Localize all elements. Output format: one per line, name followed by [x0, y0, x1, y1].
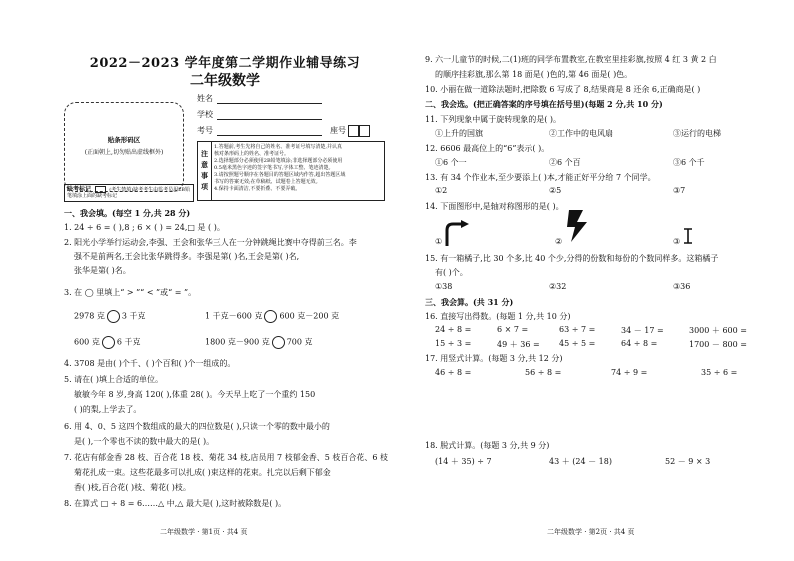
q16-item: 63 ÷ 7 =: [559, 325, 596, 334]
section-2-heading: 二、我会选。(把正确答案的序号填在括号里)(每题 2 分,共 10 分): [425, 99, 663, 109]
question-5-line3: ( )的梨,上学去了。: [74, 405, 142, 414]
q11-option-2[interactable]: ②工作中的电风扇: [549, 129, 613, 138]
page-subtitle: 二年级数学: [190, 73, 260, 89]
q12-option-2[interactable]: ②6 个百: [549, 158, 581, 167]
q17-item: 74 ÷ 9 =: [611, 368, 648, 377]
lightning-bolt-icon: [565, 208, 591, 244]
question-1: 1. 24 ÷ 6 = ( ),8 ; 6 × ( ) = 24,□ 是 ( )。: [64, 223, 225, 232]
q16-item: 64 ÷ 8 =: [621, 339, 658, 348]
name-field[interactable]: 姓名: [197, 93, 322, 104]
question-11: 11. 下列现象中属于旋转现象的是( )。: [425, 115, 562, 124]
question-2-line3: 张华是第( )名。: [74, 266, 131, 275]
q13-option-1[interactable]: ①2: [435, 186, 448, 195]
question-14: 14. 下面图形中,是轴对称图形的是( )。: [425, 202, 564, 211]
compare-circle[interactable]: [264, 310, 277, 323]
q13-option-2[interactable]: ②5: [549, 186, 562, 195]
question-2-line1: 2. 阳光小学举行运动会,李强、王会和张华三人在一分钟跳绳比赛中夺得前三名。李: [64, 238, 357, 247]
bent-arrow-icon: [444, 220, 470, 248]
question-15-line1: 15. 有一箱橘子,比 30 个多,比 40 个少,分得的份数和每份的个数同样多。这箱橘子: [425, 254, 719, 263]
q17-item: 56 ÷ 8 =: [525, 368, 562, 377]
q16-item: 1700 － 800 =: [689, 340, 747, 349]
question-12: 12. 6606 最高位上的“6”表示( )。: [425, 144, 550, 153]
sticker-note: (正面朝上,切勿贴出虚线框外): [84, 149, 164, 156]
question-5-line2: 敏敏今年 8 岁,身高 120( ),体重 28( )。今天早上吃了一个重约 150: [74, 390, 316, 399]
exam-number-field[interactable]: 考号: [197, 125, 322, 136]
seat-number-field[interactable]: 座号: [330, 125, 370, 137]
q17-item: 46 ÷ 8 =: [435, 368, 472, 377]
q14-option-1[interactable]: ①: [435, 237, 443, 246]
q18-item: 52 － 9 × 3: [665, 457, 711, 466]
notice-heading: 注意事项: [198, 142, 212, 200]
question-7-line1: 7. 花店有郁金香 28 枝、百合花 18 枝、菊花 34 枝,店员用 7 枝郁金香、5 枝百合花、6 枝: [64, 453, 388, 462]
q14-option-2[interactable]: ②: [555, 237, 563, 246]
question-4: 4. 3708 是由( )个千、( )个百和( )个一组成的。: [64, 359, 236, 368]
page-footer-right: 二年级数学 · 第2页 · 共4 页: [547, 528, 635, 536]
question-8: 8. 在算式 □ ÷ 8 = 6……△ 中,△ 最大是( ),这时被除数是( )。: [64, 499, 287, 508]
q3-item-4: 1800 克－900 克 700 克: [205, 336, 313, 349]
section-3-heading: 三、我会算。(共 31 分): [425, 297, 514, 307]
q18-item: (14 ＋ 35) ÷ 7: [435, 457, 492, 466]
question-17: 17. 用竖式计算。(每题 3 分,共 12 分): [425, 354, 563, 363]
notice-box: [197, 141, 385, 201]
notice-body: 1.答题前,考生先将自己的姓名、准考证号填写清楚,并认真 核对条形码上的姓名、准考证号。 2.选择题部分必须使用2B铅笔填涂;非选择题部分必须使用 0.5毫米黑色字迹的签字笔书写,字体工整、笔迹清楚。 3.请按照题号顺序在各题目的答题区域内作答,超出答题区域 书写的答案无效;在草稿纸、试题卷上答题无效。 4.保持卡面清洁,不要折叠、不要弄破。: [214, 144, 346, 192]
q3-item-1: 2978 克 3 千克: [74, 310, 146, 323]
q16-item: 15 ÷ 3 =: [435, 339, 472, 348]
q12-option-1[interactable]: ①6 个一: [435, 158, 467, 167]
barcode-sticker-area: [64, 102, 184, 192]
absence-mark-box[interactable]: 缺考标记 (考生禁填)缺考考生由监考员用2B铅笔填涂上面的缺考标记: [64, 184, 194, 202]
question-3: 3. 在 ◯ 里填上“ > ”“ < ”或“ = ”。: [64, 288, 197, 297]
page-title: 2022－2023 学年度第二学期作业辅导练习: [89, 56, 361, 71]
question-15-line2: 有( )个。: [435, 268, 468, 277]
q16-item: 24 ÷ 8 =: [435, 325, 472, 334]
question-7-line2: 菊花扎成一束。这些花最多可以扎成( )束这样的花束。扎完以后剩下郁金: [74, 468, 331, 477]
question-6-line2: 是( ),一个零也不读的数中最大的是( )。: [74, 437, 215, 446]
q11-option-1[interactable]: ①上升的国旗: [435, 129, 483, 138]
question-2-line2: 强不是前两名,王会比张华跳得多。李强是第( )名,王会是第( )名,: [74, 252, 300, 261]
question-9-line1: 9. 六一儿童节的时候,二(1)班的同学布置教室,在教室里挂彩旗,按照 4 红 3 黄 2 白: [425, 55, 717, 64]
q11-option-3[interactable]: ③运行的电梯: [673, 129, 721, 138]
compare-circle[interactable]: [107, 310, 120, 323]
page-footer-left: 二年级数学 · 第1页 · 共4 页: [160, 528, 248, 536]
question-9-line2: 的顺序挂彩旗,那么第 18 面是( )色的,第 46 面是( )色。: [435, 70, 633, 79]
school-field[interactable]: 学校: [197, 109, 322, 120]
q3-item-2: 1 千克－600 克 600 克－200 克: [205, 310, 339, 323]
question-10: 10. 小丽在做一道除法题时,把除数 6 写成了 8,结果商是 8 还余 6,正确商是( ): [425, 85, 701, 94]
question-13: 13. 有 34 个作业本,至少要添上( )本,才能正好平分给 7 个同学。: [425, 173, 656, 182]
question-16: 16. 直接写出得数。(每题 1 分,共 10 分): [425, 312, 571, 321]
q16-item: 49 ＋ 36 =: [497, 340, 540, 349]
q14-option-3[interactable]: ③: [673, 237, 681, 246]
sticker-label: 贴条形码区: [107, 136, 141, 144]
q15-option-3[interactable]: ③36: [673, 282, 691, 291]
question-5: 5. 请在( )填上合适的单位。: [64, 375, 163, 384]
right-page: [397, 0, 794, 561]
q3-item-3: 600 克 6 千克: [74, 336, 140, 349]
compare-circle[interactable]: [102, 336, 115, 349]
q18-item: 43 ＋ (24 － 18): [549, 457, 612, 466]
question-18: 18. 脱式计算。(每题 3 分,共 9 分): [425, 441, 550, 450]
q12-option-3[interactable]: ③6 个千: [673, 158, 705, 167]
question-6-line1: 6. 用 4、0、5 这四个数组成的最大的四位数是( ),只读一个零的数中最小的: [64, 422, 330, 431]
q17-item: 35 ÷ 6 =: [701, 368, 738, 377]
q16-item: 6 × 7 =: [497, 325, 529, 334]
q16-item: 3000 ＋ 600 =: [689, 326, 747, 335]
question-7-line3: 香( )枝,百合花( )枝、菊花( )枝。: [74, 483, 191, 492]
q16-item: 45 ÷ 5 =: [559, 339, 596, 348]
q15-option-1[interactable]: ①38: [435, 282, 453, 291]
compare-circle[interactable]: [272, 336, 285, 349]
q13-option-3[interactable]: ③7: [673, 186, 686, 195]
q15-option-2[interactable]: ②32: [549, 282, 567, 291]
letter-i-beam-icon: [683, 228, 693, 244]
q16-item: 34 － 17 =: [621, 326, 664, 335]
section-1-heading: 一、我会填。(每空 1 分,共 28 分): [64, 208, 191, 218]
